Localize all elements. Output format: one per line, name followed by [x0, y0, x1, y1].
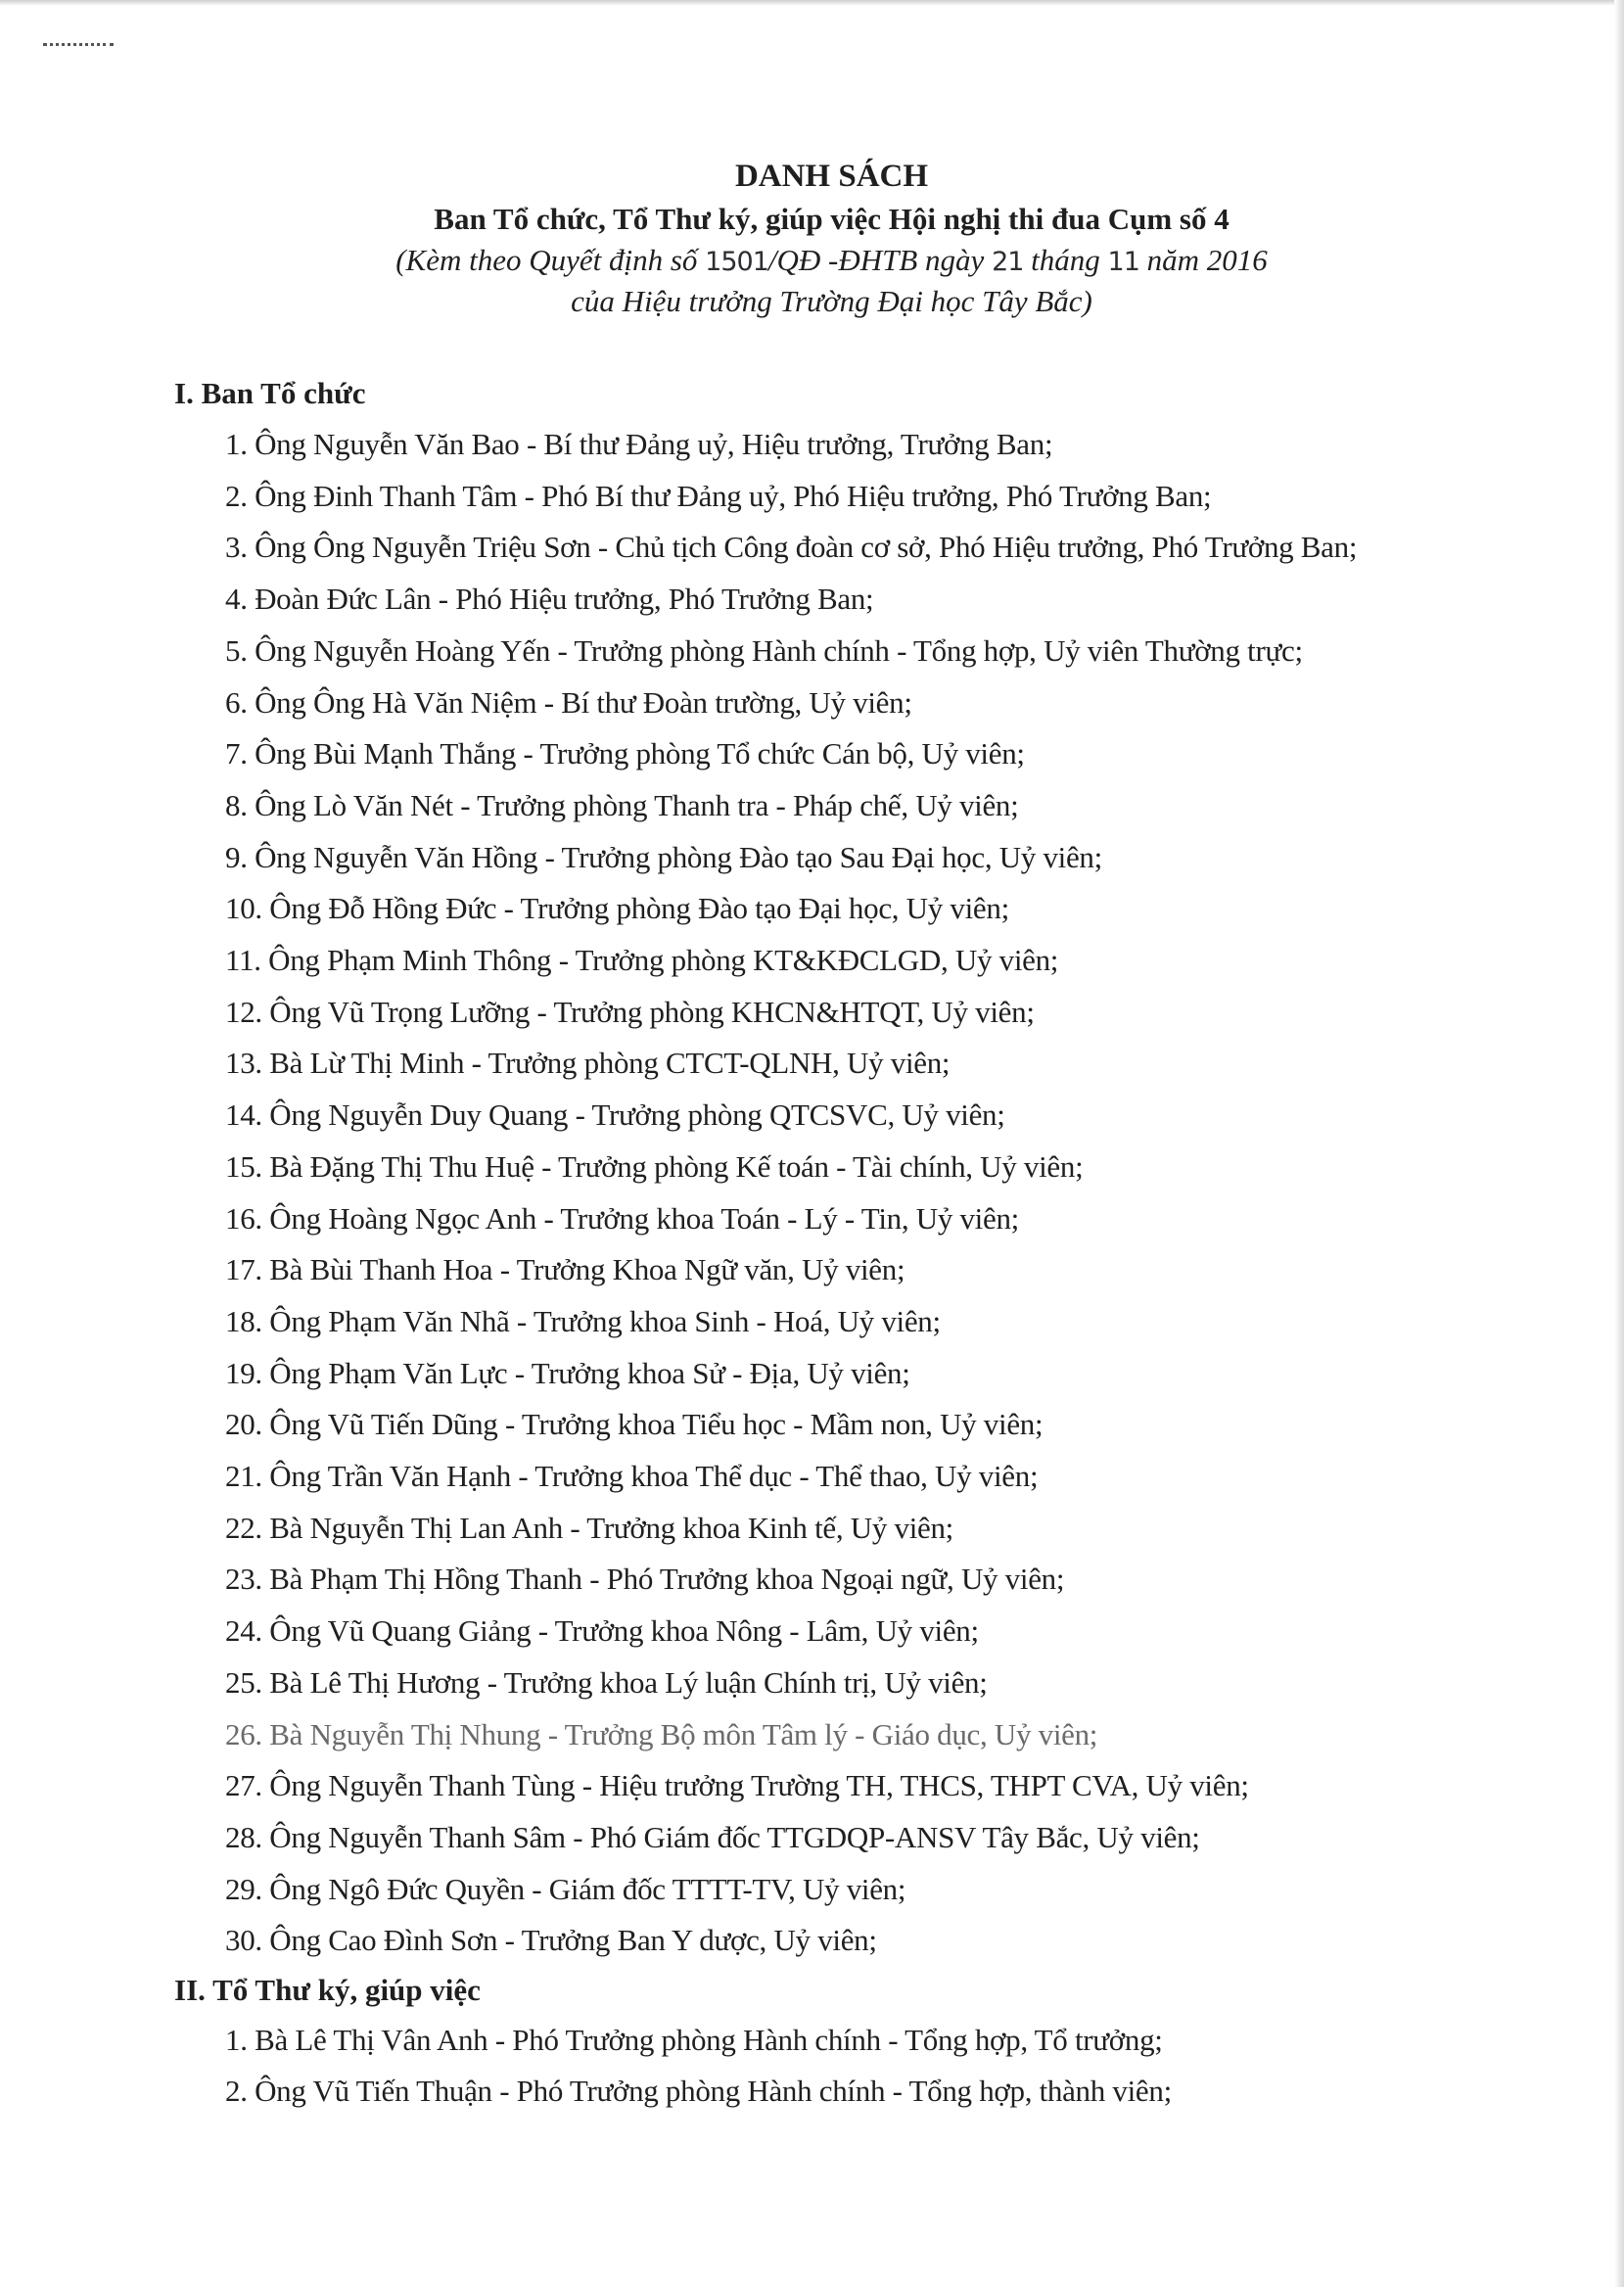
list-item: 7. Ông Bùi Mạnh Thắng - Trưởng phòng Tổ chức Cán bộ, Uỷ viên; — [225, 736, 1025, 771]
list-item: 23. Bà Phạm Thị Hồng Thanh - Phó Trưởng khoa Ngoại ngữ, Uỷ viên; — [225, 1562, 1065, 1597]
reference-suffix: năm 2016 — [1138, 243, 1268, 277]
list-item: 22. Bà Nguyễn Thị Lan Anh - Trưởng khoa Kinh tế, Uỷ viên; — [225, 1510, 953, 1545]
list-item: 14. Ông Nguyễn Duy Quang - Trưởng phòng QTCSVC, Uỷ viên; — [225, 1097, 1005, 1133]
decision-reference — [39, 241, 1624, 282]
reference-prefix: (Kèm theo Quyết định số — [395, 243, 706, 277]
scan-mark — [43, 43, 114, 49]
document-header — [0, 155, 1624, 321]
secretariat-list — [225, 2015, 1172, 2117]
list-item: 30. Ông Cao Đình Sơn - Trưởng Ban Y dược, Uỷ viên; — [225, 1923, 877, 1958]
list-item: 20. Ông Vũ Tiến Dũng - Trưởng khoa Tiểu học - Mầm non, Uỷ viên; — [225, 1407, 1044, 1442]
list-item: 1. Ông Nguyễn Văn Bao - Bí thư Đảng uỷ, Hiệu trưởng, Trưởng Ban; — [225, 427, 1053, 461]
list-item: 29. Ông Ngô Đức Quyền - Giám đốc TTTT-TV, Uỷ viên; — [225, 1871, 906, 1906]
list-item: 2. Ông Vũ Tiến Thuận - Phó Trưởng phòng Hành chính - Tổng hợp, thành viên; — [225, 2074, 1172, 2108]
section-2-heading: II. Tổ Thư ký, giúp việc — [174, 1973, 481, 2007]
issuer-line: của Hiệu trưởng Trường Đại học Tây Bắc) — [571, 284, 1092, 318]
list-item: 26. Bà Nguyễn Thị Nhung - Trưởng Bộ môn Tâm lý - Giáo dục, Uỷ viên; — [225, 1716, 1098, 1751]
list-item: 19. Ông Phạm Văn Lực - Trưởng khoa Sử - Địa, Uỷ viên; — [225, 1355, 910, 1390]
list-item: 28. Ông Nguyễn Thanh Sâm - Phó Giám đốc TTGDQP-ANSV Tây Bắc, Uỷ viên; — [225, 1819, 1200, 1854]
list-item: 18. Ông Phạm Văn Nhã - Trưởng khoa Sinh - Hoá, Uỷ viên; — [225, 1303, 941, 1338]
list-item: 16. Ông Hoàng Ngọc Anh - Trưởng khoa Toán - Lý - Tin, Uỷ viên; — [225, 1200, 1019, 1236]
list-item: 2. Ông Đinh Thanh Tâm - Phó Bí thư Đảng uỷ, Phó Hiệu trưởng, Phó Trưởng Ban; — [225, 478, 1212, 513]
page-edge-top — [0, 0, 1624, 6]
list-item: 9. Ông Nguyễn Văn Hồng - Trưởng phòng Đào tạo Sau Đại học, Uỷ viên; — [225, 839, 1102, 874]
list-item: 4. Đoàn Đức Lân - Phó Hiệu trưởng, Phó Trưởng Ban; — [225, 582, 874, 617]
list-item: 5. Ông Nguyễn Hoàng Yến - Trưởng phòng Hành chính - Tổng hợp, Uỷ viên Thường trực; — [225, 632, 1303, 668]
document-title: DANH SÁCH — [734, 159, 929, 194]
list-item: 1. Bà Lê Thị Vân Anh - Phó Trưởng phòng Hành chính - Tổng hợp, Tổ trưởng; — [225, 2023, 1163, 2057]
document-subtitle: Ban Tổ chức, Tổ Thư ký, giúp việc Hội nghị thi đua Cụm số 4 — [434, 202, 1230, 236]
decision-day: 21 — [992, 247, 1024, 277]
list-item: 6. Ông Ông Hà Văn Niệm - Bí thư Đoàn trường, Uỷ viên; — [225, 684, 912, 720]
list-item: 17. Bà Bùi Thanh Hoa - Trưởng Khoa Ngữ văn, Uỷ viên; — [225, 1252, 905, 1287]
page-edge-right — [1614, 0, 1624, 2287]
list-item: 3. Ông Ông Nguyễn Triệu Sơn - Chủ tịch Công đoàn cơ sở, Phó Hiệu trưởng, Phó Trưởng Ban; — [225, 530, 1358, 565]
list-item: 25. Bà Lê Thị Hương - Trưởng khoa Lý luận Chính trị, Uỷ viên; — [225, 1664, 988, 1700]
list-item: 13. Bà Lừ Thị Minh - Trưởng phòng CTCT-QLNH, Uỷ viên; — [225, 1046, 951, 1081]
decision-number: 1501 — [705, 247, 768, 277]
organizing-committee-list — [225, 419, 1357, 1967]
decision-month: 11 — [1107, 247, 1139, 277]
reference-mid-1: /QĐ -ĐHTB ngày — [767, 243, 993, 277]
list-item: 15. Bà Đặng Thị Thu Huệ - Trưởng phòng Kế toán - Tài chính, Uỷ viên; — [225, 1148, 1084, 1184]
list-item: 27. Ông Nguyễn Thanh Tùng - Hiệu trưởng Trường TH, THCS, THPT CVA, Uỷ viên; — [225, 1768, 1249, 1803]
reference-mid-2: tháng — [1023, 243, 1108, 277]
list-item: 11. Ông Phạm Minh Thông - Trưởng phòng KT&KĐCLGD, Uỷ viên; — [225, 943, 1059, 978]
list-item: 24. Ông Vũ Quang Giảng - Trưởng khoa Nông - Lâm, Uỷ viên; — [225, 1613, 979, 1649]
list-item: 10. Ông Đỗ Hồng Đức - Trưởng phòng Đào tạo Đại học, Uỷ viên; — [225, 891, 1009, 926]
list-item: 8. Ông Lò Văn Nét - Trưởng phòng Thanh tra - Pháp chế, Uỷ viên; — [225, 787, 1019, 822]
list-item: 12. Ông Vũ Trọng Lưỡng - Trưởng phòng KHCN&HTQT, Uỷ viên; — [225, 994, 1035, 1029]
section-1-heading: I. Ban Tổ chức — [174, 376, 366, 410]
list-item: 21. Ông Trần Văn Hạnh - Trưởng khoa Thể dục - Thể thao, Uỷ viên; — [225, 1459, 1039, 1494]
